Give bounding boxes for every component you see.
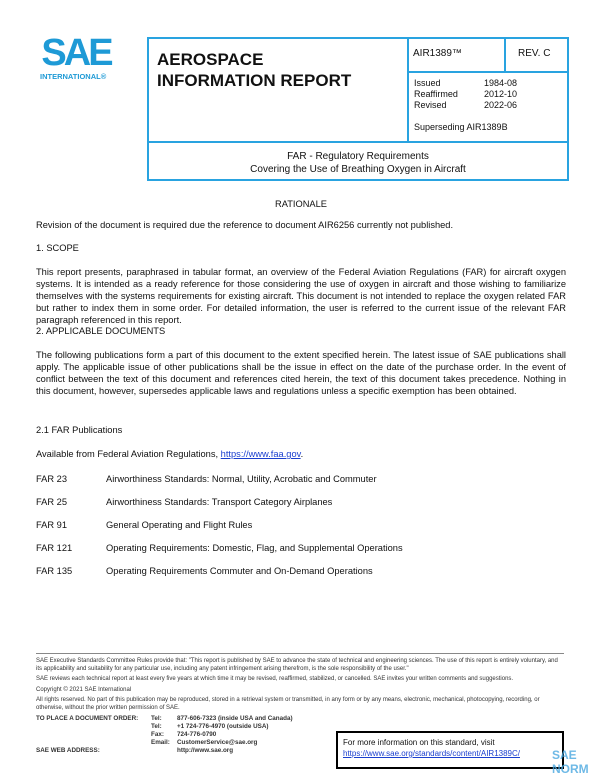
title-line: Covering the Use of Breathing Oxygen in Aircraft — [250, 164, 466, 175]
far-desc: Operating Requirements: Domestic, Flag, and Supplemental Operations — [106, 543, 403, 553]
date-label: Reaffirmed — [414, 89, 458, 99]
applicable-docs-heading: 2. APPLICABLE DOCUMENTS — [36, 326, 166, 336]
far-id: FAR 135 — [36, 566, 73, 576]
date-row — [414, 100, 567, 111]
type-line: INFORMATION REPORT — [157, 71, 352, 90]
logo-subtitle: INTERNATIONAL® — [40, 72, 107, 81]
contact-value: CustomerService@sae.org — [177, 739, 258, 746]
footer-rules: SAE Executive Standards Committee Rules provide that: "This report is published by SAE to advance the state of technical and engineering sciences. The use of this report is entirely voluntary, and its applicability and suitability for any particular use, including any patent infringement arising therefrom, is the sole responsibility of the user." — [36, 658, 558, 672]
document-title — [149, 141, 567, 179]
footer-copyright: Copyright © 2021 SAE International — [36, 686, 132, 693]
far-item — [36, 473, 566, 485]
contact-key: Fax: — [151, 731, 164, 738]
web-label: SAE WEB ADDRESS: — [36, 747, 100, 754]
contact-key: Email: — [151, 739, 170, 746]
date-row — [414, 78, 567, 89]
issue-dates — [409, 73, 567, 141]
far-item — [36, 542, 566, 554]
far-item — [36, 519, 566, 531]
far-publications-heading: 2.1 FAR Publications — [36, 425, 123, 435]
applicable-docs-text: The following publications form a part of this document to the extent specified herein. The latest issue of SAE publications shall apply. The applicable issue of other publications shall be the issue in effect on the date of the purchase order. In the event of conflict between the text of this document and references cited herein, the text of this document takes precedence. Nothing in this document, however, supersedes applicable laws and regulations unless a specific exemption has been obtained. — [36, 350, 566, 396]
type-line: AEROSPACE — [157, 50, 264, 69]
web-link[interactable]: http://www.sae.org — [177, 747, 234, 754]
date-label: Issued — [414, 78, 441, 88]
logo-mark: SAE — [41, 32, 111, 74]
contact-value: 877-606-7323 (inside USA and Canada) — [177, 715, 293, 722]
revision: REV. C — [506, 39, 567, 73]
footer-rights: All rights reserved. No part of this publication may be reproduced, stored in a retrieval system or transmitted, in any form or by any means, electronic, mechanical, photocopying, recording, or otherwise, without the prior written permission of SAE. — [36, 697, 540, 711]
scope-text: This report presents, paraphrased in tabular format, an overview of the Federal Aviation Regulations (FAR) for aircraft oxygen systems. It is intended as a ready reference for those considering the use of oxygen in aircraft and those wishing to familiarize themselves with the systems requirements for existing aircraft. This document is not intended to replace the oxygen related FAR but rather to index them in some order. For detailed information, the user is referred to the current issue of the relevant FAR paragraph referenced in this report. — [36, 267, 566, 325]
far-source-text: Available from Federal Aviation Regulations, — [36, 449, 221, 459]
scope-heading: 1. SCOPE — [36, 243, 79, 253]
contact-value: +1 724-776-4970 (outside USA) — [177, 723, 269, 730]
far-source: Available from Federal Aviation Regulations, https://www.faa.gov. — [36, 449, 304, 459]
watermark: SAE NORM — [552, 748, 589, 776]
superseding: Superseding AIR1389B — [414, 122, 508, 132]
rationale-text: Revision of the document is required due the reference to document AIR6256 currently not published. — [36, 220, 454, 230]
far-id: FAR 23 — [36, 474, 68, 484]
date-label: Revised — [414, 100, 447, 110]
far-desc: Airworthiness Standards: Normal, Utility, Acrobatic and Commuter — [106, 474, 377, 484]
contact-list — [151, 715, 293, 747]
order-label: TO PLACE A DOCUMENT ORDER: — [36, 715, 139, 722]
footer-review: SAE reviews each technical report at least every five years at which time it may be revised, reaffirmed, stabilized, or cancelled. SAE invites your written comments and suggestions. — [36, 676, 514, 682]
document-type — [149, 39, 409, 141]
date-row — [414, 89, 567, 100]
far-id: FAR 25 — [36, 497, 68, 507]
far-item — [36, 565, 566, 577]
more-info-box — [336, 731, 564, 769]
far-id: FAR 121 — [36, 543, 73, 553]
contact-value: 724-776-0790 — [177, 731, 217, 738]
date-value: 1984-08 — [484, 78, 518, 88]
standard-link[interactable]: https://www.sae.org/standards/content/AIR1389C/ — [343, 749, 520, 758]
rationale-heading: RATIONALE — [274, 199, 327, 209]
document-header — [147, 37, 569, 181]
contact-key: Tel: — [151, 715, 162, 722]
date-value: 2012-10 — [484, 89, 518, 99]
faa-link[interactable]: https://www.faa.gov — [220, 449, 301, 459]
far-desc: Operating Requirements Commuter and On-Demand Operations — [106, 566, 373, 576]
document-number: AIR1389™ — [409, 39, 506, 73]
far-item — [36, 496, 566, 508]
far-id: FAR 91 — [36, 520, 68, 530]
info-text: For more information on this standard, visit — [343, 738, 495, 747]
far-desc: Airworthiness Standards: Transport Category Airplanes — [106, 497, 333, 507]
date-value: 2022-06 — [484, 100, 518, 110]
far-list — [36, 473, 566, 577]
contact-key: Tel: — [151, 723, 162, 730]
far-desc: General Operating and Flight Rules — [106, 520, 253, 530]
sae-logo — [40, 32, 120, 81]
title-line: FAR - Regulatory Requirements — [287, 151, 429, 162]
